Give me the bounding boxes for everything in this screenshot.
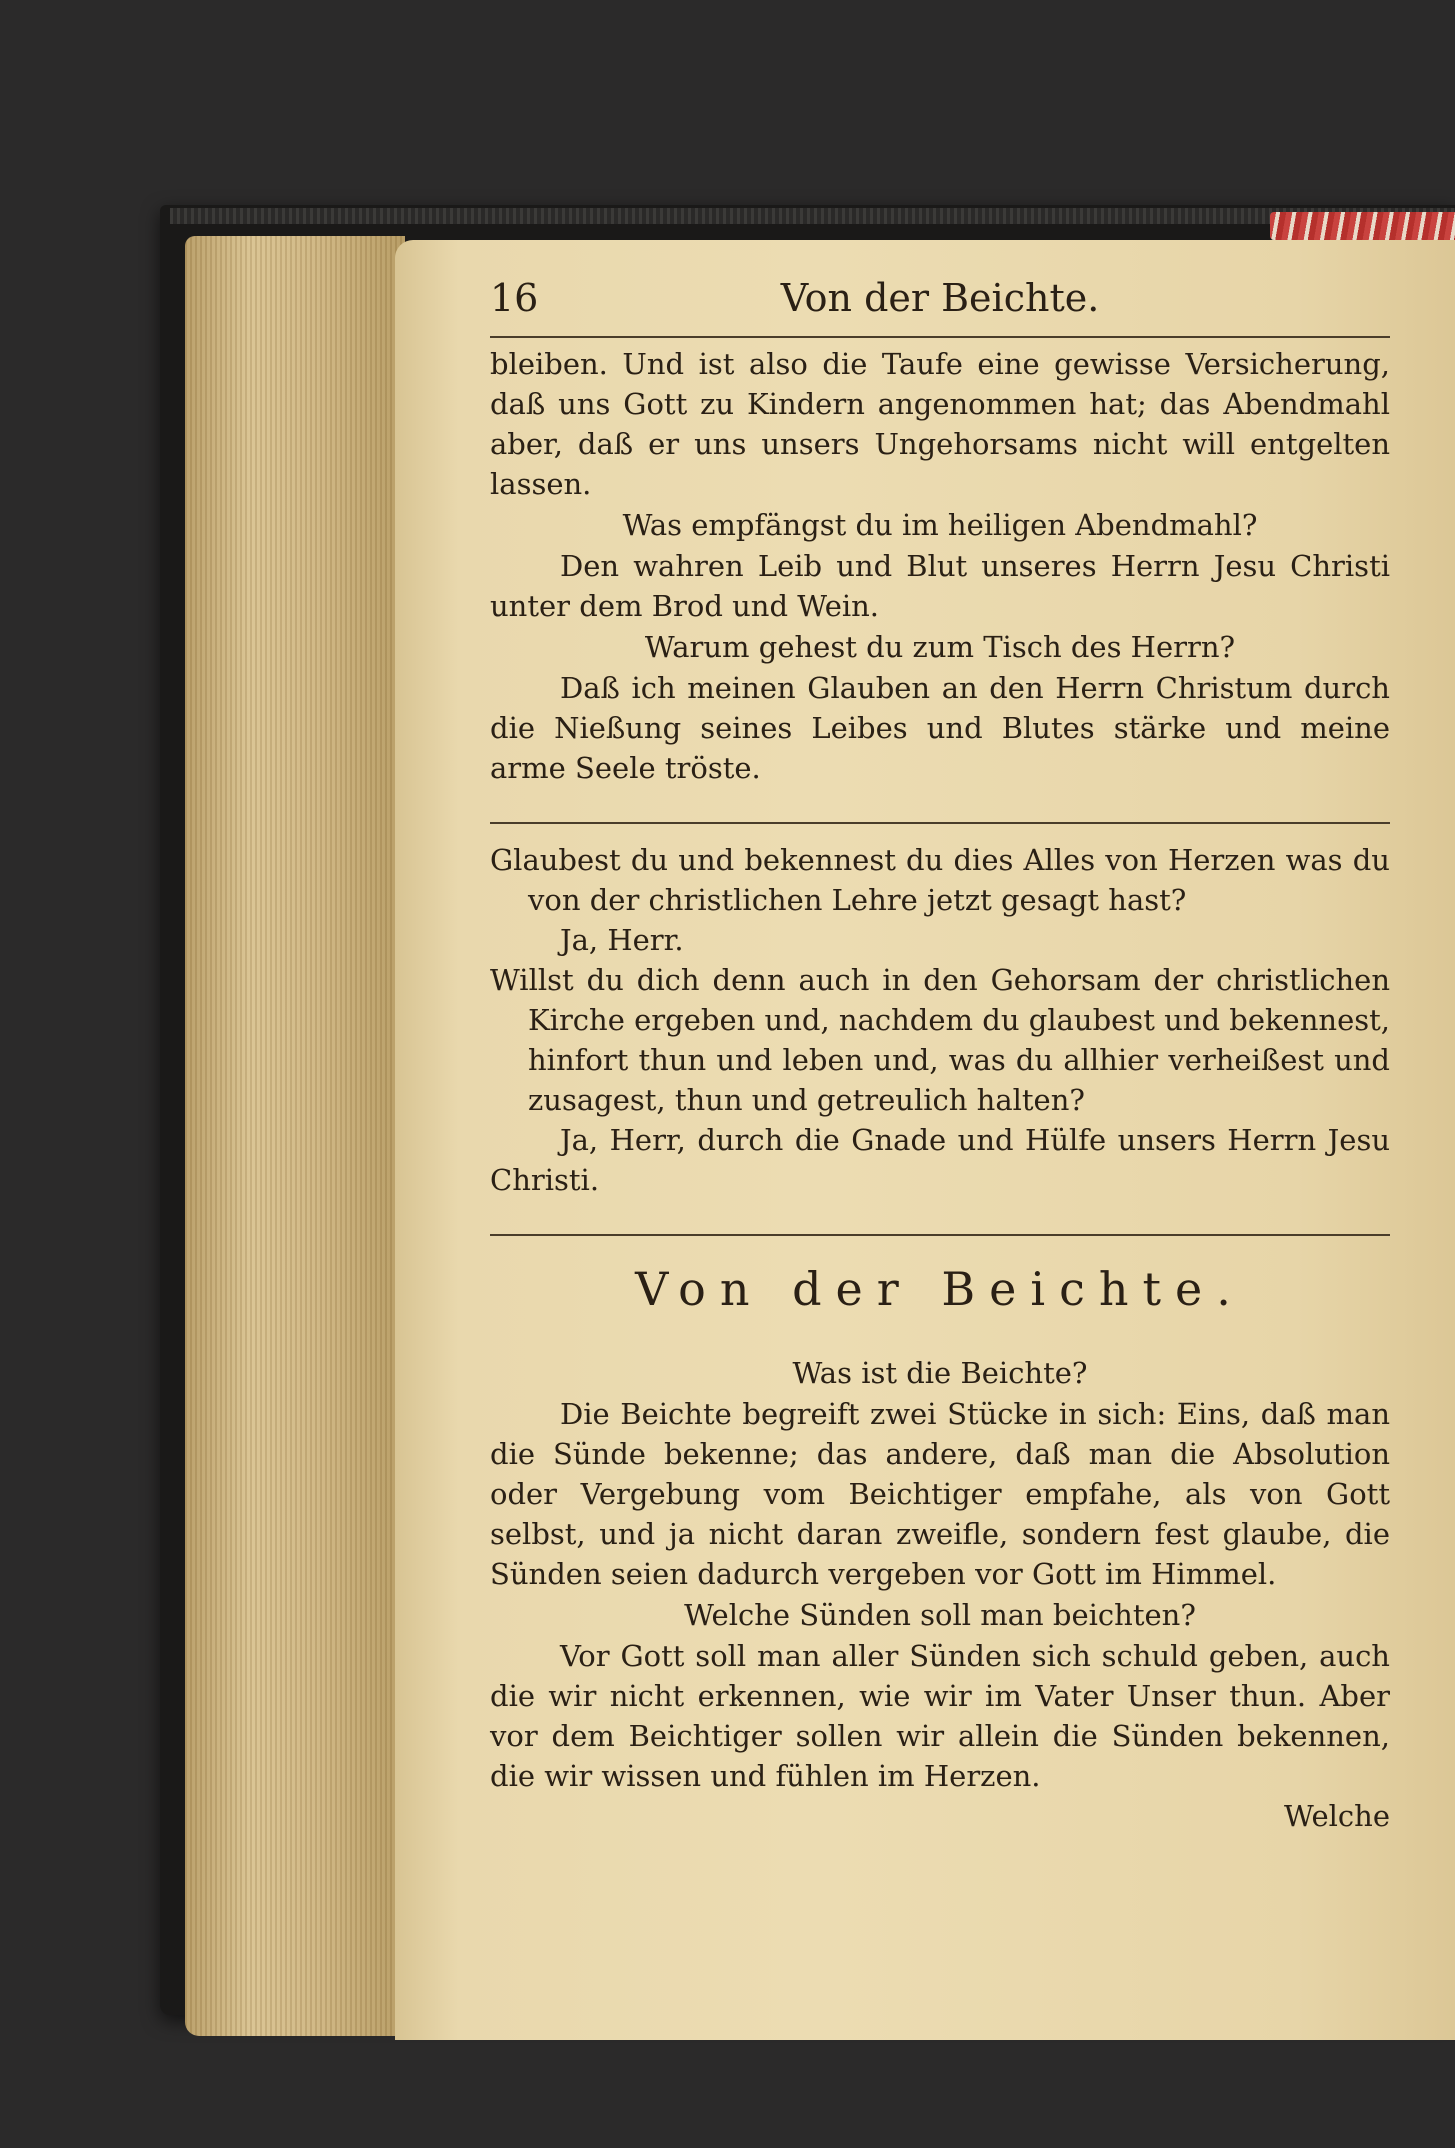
question-gehorsam: Willst du dich denn auch in den Gehorsam der christlichen Kirche ergeben und, nachdem du glaubest und bekennest, hinfort thun und leben und, was du allhier verheißest und zusagest, thun und getreulich halten? (490, 963, 1390, 1117)
catchword: Welche (1284, 1799, 1390, 1833)
section-title: Von der Beichte. (635, 1262, 1245, 1316)
running-head: Von der Beichte. (780, 276, 1100, 320)
header-rule (490, 336, 1390, 338)
page-number: 16 (490, 276, 539, 320)
question-glaubest: Glaubest du und bekennest du dies Alles von Herzen was du von der christlichen Lehre jetzt gesagt hast? (490, 843, 1390, 917)
divider-rule-1 (490, 822, 1390, 824)
question-abendmahl: Was empfängst du im heiligen Abendmahl? (622, 508, 1258, 542)
page-header (490, 270, 1390, 330)
divider-rule-2 (490, 1234, 1390, 1236)
question-suenden: Welche Sünden soll man beichten? (684, 1598, 1196, 1632)
answer-gnade: Ja, Herr, durch die Gnade und Hülfe unsers Herrn Jesu Christi. (490, 1123, 1390, 1197)
answer-beichte: Die Beichte begreift zwei Stücke in sich: Eins, daß man die Sünde bekenne; das andere, daß man die Absolution oder Vergebung vom Beichtiger empfahe, als von Gott selbst, und ja nicht daran zweifle, sondern fest glaube, die Sünden seien dadurch vergeben vor Gott im Himmel. (490, 1397, 1390, 1591)
book-spine-top (170, 208, 1455, 224)
answer-ja-herr: Ja, Herr. (560, 923, 684, 957)
question-tisch: Warum gehest du zum Tisch des Herrn? (644, 630, 1236, 664)
bookmark-ribbon (1270, 212, 1455, 240)
answer-suenden: Vor Gott soll man aller Sünden sich schuld geben, auch die wir nicht erkennen, wie wir im Vater Unser thun. Aber vor dem Beichtiger sollen wir allein die Sünden bekennen, die wir wissen und fühlen im Herzen. (490, 1639, 1390, 1793)
answer-tisch: Daß ich meinen Glauben an den Herrn Christum durch die Nießung seines Leibes und Blutes stärke und meine arme Seele tröste. (490, 671, 1390, 785)
page-content (490, 270, 1390, 1836)
paragraph-continuation: bleiben. Und ist also die Taufe eine gewisse Versicherung, daß uns Gott zu Kindern angenommen hat; das Abendmahl aber, daß er uns unsers Ungehorsams nicht will entgelten lassen. (490, 347, 1390, 501)
answer-abendmahl: Den wahren Leib und Blut unseres Herrn Jesu Christi unter dem Brod und Wein. (490, 549, 1390, 623)
page-edges (185, 236, 405, 2036)
question-beichte: Was ist die Beichte? (792, 1356, 1088, 1390)
